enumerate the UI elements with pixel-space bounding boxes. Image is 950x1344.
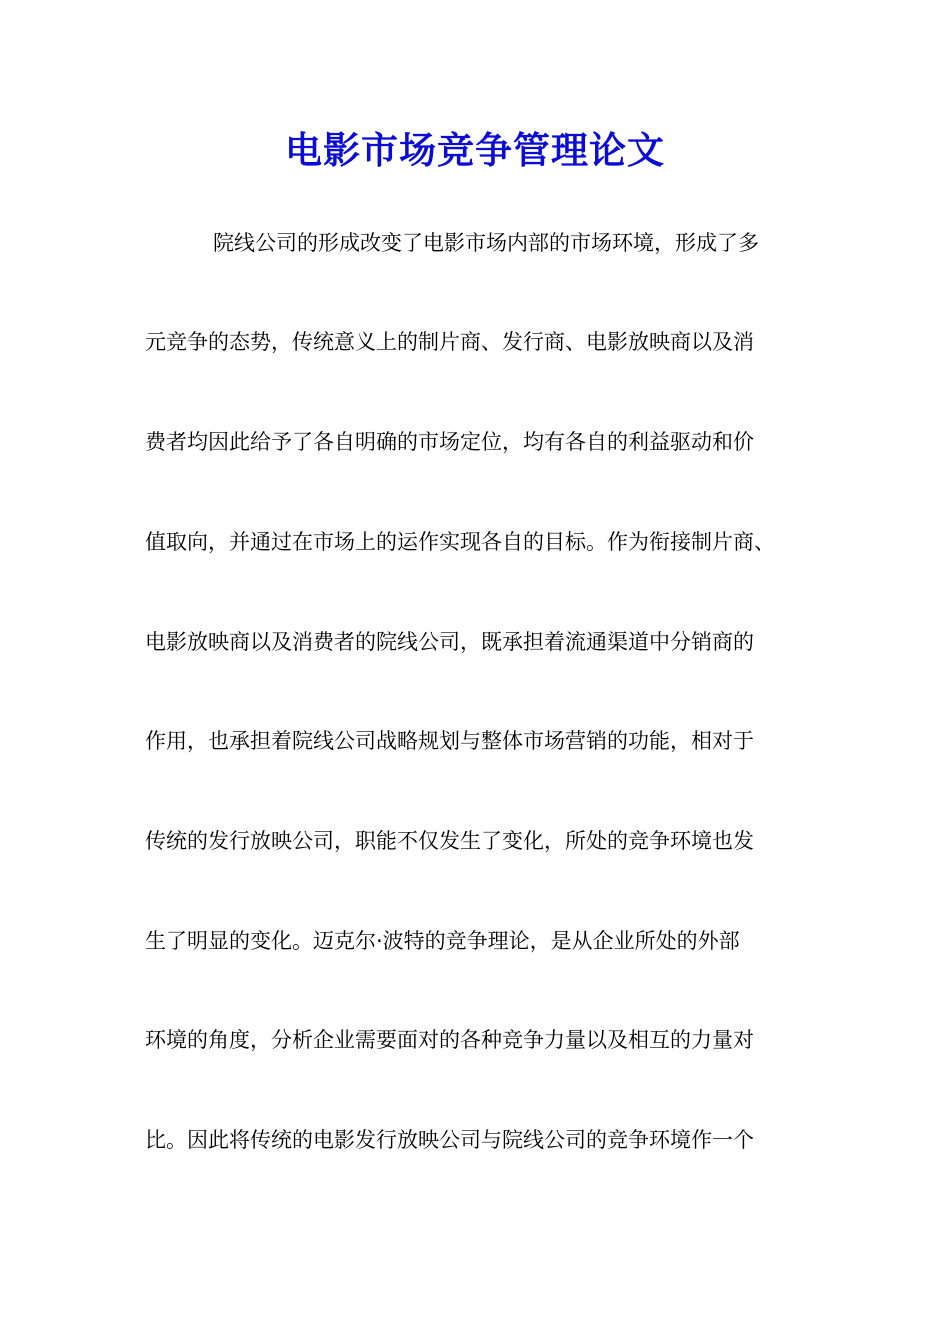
paragraph-line-8: 生了明显的变化。迈克尔·波特的竞争理论，是从企业所处的外部 [145,929,740,953]
paragraph-line-7: 传统的发行放映公司，职能不仅发生了变化，所处的竞争环境也发 [145,829,754,853]
document-title: 电影市场竞争管理论文 [285,128,665,172]
paragraph-line-5: 电影放映商以及消费者的院线公司，既承担着流通渠道中分销商的 [145,630,754,654]
paragraph-line-4: 值取向，并通过在市场上的运作实现各自的目标。作为衔接制片商、 [145,530,775,554]
paragraph-line-10: 比。因此将传统的电影发行放映公司与院线公司的竞争环境作一个 [145,1128,754,1152]
paragraph-line-9: 环境的角度，分析企业需要面对的各种竞争力量以及相互的力量对 [145,1028,754,1052]
paragraph-line-6: 作用，也承担着院线公司战略规划与整体市场营销的功能，相对于 [145,729,754,753]
paragraph-line-2: 元竞争的态势，传统意义上的制片商、发行商、电影放映商以及消 [145,330,754,354]
paragraph-line-3: 费者均因此给予了各自明确的市场定位，均有各自的利益驱动和价 [145,430,754,454]
paragraph-line-1: 院线公司的形成改变了电影市场内部的市场环境，形成了多 [213,231,759,255]
